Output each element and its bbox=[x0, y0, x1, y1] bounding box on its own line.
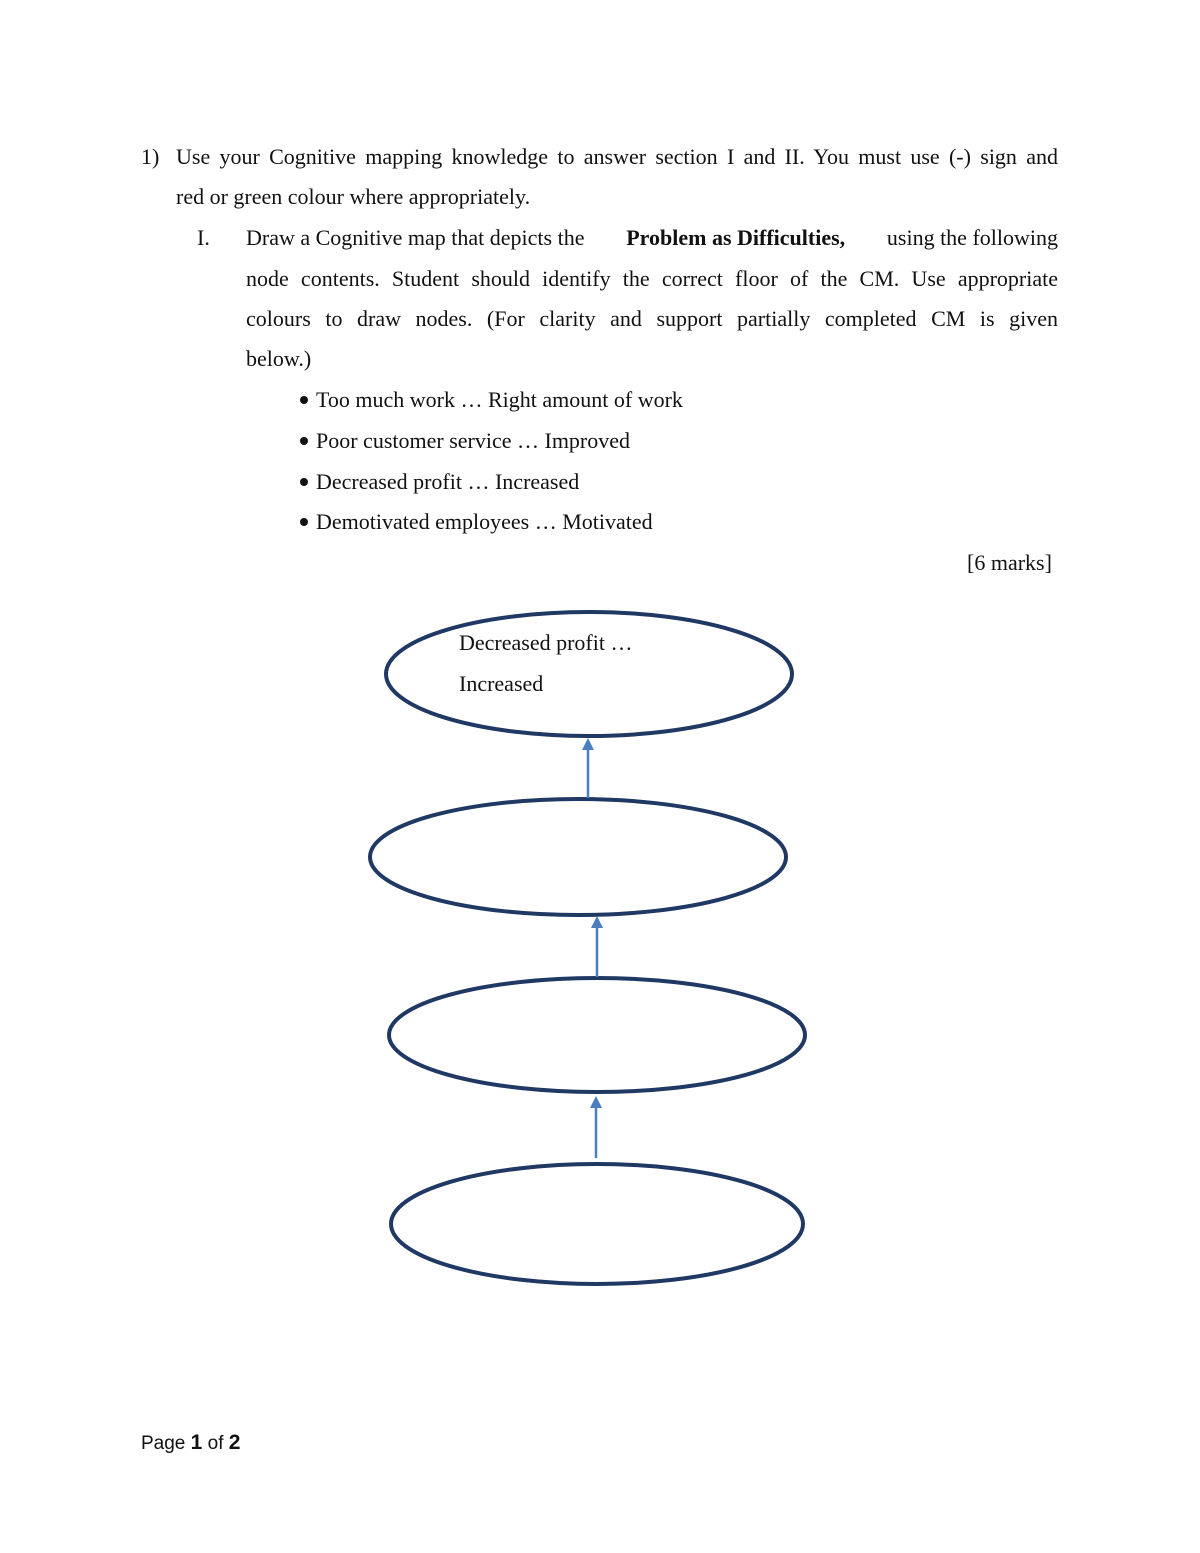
of-label: of bbox=[207, 1433, 224, 1454]
part-line-2-text: node contents. Student should identify the correct floor of the CM. Use appropriate bbox=[246, 266, 1058, 291]
page-label: Page bbox=[141, 1433, 186, 1454]
part-numeral: I. bbox=[197, 225, 210, 250]
bullet-text: Decreased profit … Increased bbox=[316, 469, 580, 494]
question-line-1-text: Use your Cognitive mapping knowledge to answer section I and II. You must use (-) sign and bbox=[176, 144, 1058, 169]
part-line-3-text: colours to draw nodes. (For clarity and support partially completed CM is given bbox=[246, 306, 1058, 331]
part-line-1-bold: Problem as Difficulties, bbox=[626, 225, 846, 250]
cm-node-2 bbox=[370, 799, 786, 915]
cm-node-3 bbox=[389, 978, 805, 1092]
cm-node-top-line-2: Increased bbox=[459, 671, 544, 696]
cm-node-bottom bbox=[391, 1164, 803, 1284]
bullet-text: Demotivated employees … Motivated bbox=[316, 509, 653, 534]
bullet-text: Poor customer service … Improved bbox=[316, 428, 631, 453]
page-footer bbox=[141, 1431, 240, 1456]
page-number: 1 bbox=[190, 1431, 203, 1454]
part-line-1-post: using the following bbox=[886, 225, 1058, 250]
cm-node-top-line-1: Decreased profit … bbox=[459, 630, 633, 655]
page-total: 2 bbox=[228, 1431, 241, 1454]
part-line-1-pre: Draw a Cognitive map that depicts the bbox=[246, 225, 585, 250]
cm-arrow-1 bbox=[582, 738, 594, 798]
cm-arrow-2 bbox=[591, 916, 603, 977]
bullet-text: Too much work … Right amount of work bbox=[316, 387, 683, 412]
question-number: 1) bbox=[141, 144, 160, 169]
marks-label: [6 marks] bbox=[967, 550, 1052, 575]
cm-arrow-3 bbox=[590, 1096, 602, 1158]
part-line-4: below.) bbox=[246, 346, 312, 371]
question-line-2: red or green colour where appropriately. bbox=[176, 184, 531, 209]
